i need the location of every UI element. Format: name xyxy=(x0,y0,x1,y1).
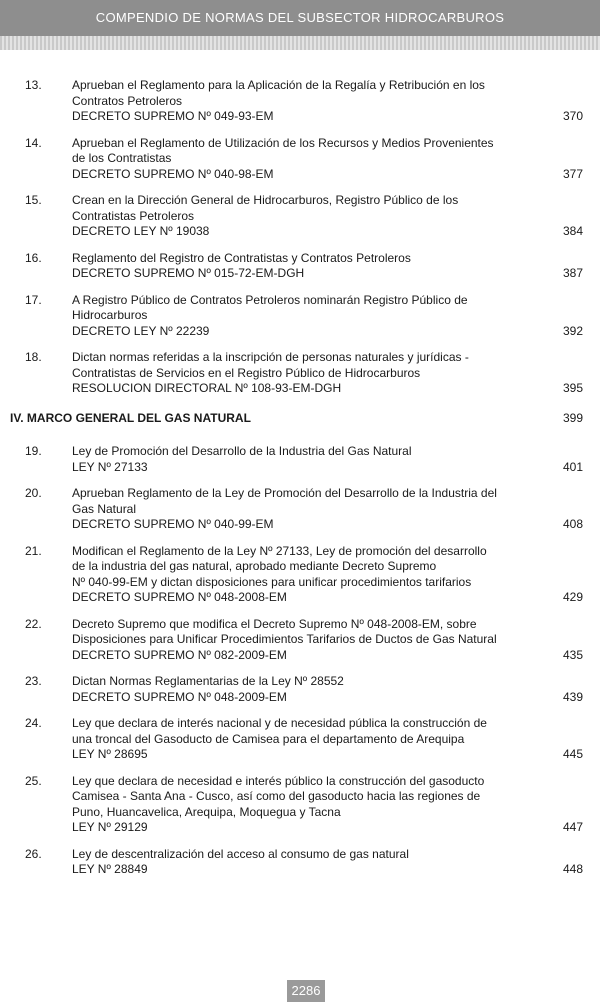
entry-line: Dictan normas referidas a la inscripción de personas naturales y jurídicas - xyxy=(72,350,469,364)
entry-number: 13. xyxy=(25,78,42,92)
entry-number: 25. xyxy=(25,773,42,788)
entry-line: Ley de Promoción del Desarrollo de la Industria del Gas Natural xyxy=(72,444,412,458)
entry-line: Ley que declara de interés nacional y de necesidad pública la construcción de xyxy=(72,716,487,730)
entry-page-number: 387 xyxy=(562,266,583,280)
entry-page-number: 392 xyxy=(562,323,583,338)
section-title: IV. MARCO GENERAL DEL GAS NATURAL xyxy=(10,410,251,425)
toc-entry xyxy=(0,774,600,836)
entry-line: DECRETO SUPREMO Nº 049-93-EM xyxy=(72,109,274,123)
entry-number: 18. xyxy=(25,350,42,364)
toc-entry xyxy=(0,486,600,533)
entry-text xyxy=(72,774,504,836)
toc-entry xyxy=(0,716,600,763)
entry-line: Aprueban Reglamento de la Ley de Promoción del Desarrollo de la Industria del xyxy=(72,486,497,500)
entry-number: 14. xyxy=(25,135,42,150)
header-rule xyxy=(0,36,600,50)
entry-page-number: 370 xyxy=(562,109,583,123)
entry-text xyxy=(72,674,504,705)
entry-line: Gas Natural xyxy=(72,501,137,516)
entry-page-number: 384 xyxy=(562,224,583,238)
entry-line: una troncal del Gasoducto de Camisea para el departamento de Arequipa xyxy=(72,731,465,746)
page-number: 2286 xyxy=(291,983,321,998)
toc-entry xyxy=(0,544,600,606)
entry-page-number: 439 xyxy=(562,689,583,704)
entry-line: LEY Nº 28849 xyxy=(72,862,148,876)
entry-page-number: 448 xyxy=(562,862,583,876)
entry-line: Camisea - Santa Ana - Cusco, así como del gasoducto hacia las regiones de xyxy=(72,789,481,803)
entry-line: DECRETO LEY Nº 19038 xyxy=(72,224,210,238)
entry-line: Modifican el Reglamento de la Ley Nº 27133, Ley de promoción del desarrollo xyxy=(72,543,487,558)
entry-line: Disposiciones para Unificar Procedimientos Tarifarios de Ductos de Gas Natural xyxy=(72,632,497,646)
entry-page-number: 435 xyxy=(562,647,583,662)
entry-line: Hidrocarburos xyxy=(72,308,148,322)
entry-page-number: 401 xyxy=(562,459,583,474)
header-title: COMPENDIO DE NORMAS DEL SUBSECTOR HIDROCARBUROS xyxy=(95,10,505,25)
entry-number: 23. xyxy=(25,674,42,688)
entry-text xyxy=(72,193,504,240)
entry-line: de los Contratistas xyxy=(72,151,172,165)
entry-line: Reglamento del Registro de Contratistas y Contratos Petroleros xyxy=(72,250,411,265)
entry-page-number: 429 xyxy=(562,590,583,604)
entry-number: 24. xyxy=(25,716,42,730)
entry-text xyxy=(72,444,504,475)
entry-line: DECRETO SUPREMO Nº 048-2009-EM xyxy=(72,689,287,704)
toc-entry xyxy=(0,293,600,340)
entry-line: Aprueban el Reglamento para la Aplicación de la Regalía y Retribución en los xyxy=(72,78,485,92)
entry-line: DECRETO SUPREMO Nº 015-72-EM-DGH xyxy=(72,266,305,280)
entry-number: 15. xyxy=(25,193,42,207)
entry-page-number: 395 xyxy=(562,381,583,395)
entry-text xyxy=(72,136,504,183)
entry-line: LEY Nº 29129 xyxy=(72,820,148,834)
entry-number: 20. xyxy=(25,486,42,500)
entry-text xyxy=(72,78,504,125)
entry-text xyxy=(72,293,504,340)
entry-line: Dictan Normas Reglamentarias de la Ley Nº 28552 xyxy=(72,674,344,688)
entry-line: Decreto Supremo que modifica el Decreto Supremo Nº 048-2008-EM, sobre xyxy=(72,616,477,631)
toc-entry xyxy=(0,444,600,475)
toc-entry xyxy=(0,847,600,878)
section-heading xyxy=(0,411,600,427)
entry-line: Contratos Petroleros xyxy=(72,93,183,108)
entry-text xyxy=(72,544,504,606)
section-page-number: 399 xyxy=(562,410,583,425)
entry-page-number: 447 xyxy=(562,820,583,834)
entry-number: 22. xyxy=(25,616,42,631)
entry-line: DECRETO SUPREMO Nº 048-2008-EM xyxy=(72,590,287,604)
entry-number: 21. xyxy=(25,543,42,558)
entry-number: 16. xyxy=(25,250,42,265)
entry-line: LEY Nº 27133 xyxy=(72,459,148,474)
entry-line: Puno, Huancavelica, Arequipa, Moquegua y Tacna xyxy=(72,804,341,819)
entry-line: Nº 040-99-EM y dictan disposiciones para unificar procedimientos tarifarios xyxy=(72,574,472,589)
toc-entry xyxy=(0,617,600,664)
entry-line: DECRETO SUPREMO Nº 040-98-EM xyxy=(72,166,274,181)
toc-group-a xyxy=(0,78,600,397)
entry-line: Ley de descentralización del acceso al consumo de gas natural xyxy=(72,846,409,861)
entry-page-number: 377 xyxy=(562,166,583,181)
entry-line: Contratistas de Servicios en el Registro Público de Hidrocarburos xyxy=(72,365,421,380)
page-number-badge xyxy=(287,980,325,1002)
entry-text xyxy=(72,847,504,878)
toc-entry xyxy=(0,78,600,125)
table-of-contents xyxy=(0,78,600,889)
toc-entry xyxy=(0,251,600,282)
entry-number: 26. xyxy=(25,846,42,861)
entry-text xyxy=(72,617,504,664)
entry-text xyxy=(72,716,504,763)
toc-entry xyxy=(0,193,600,240)
toc-entry xyxy=(0,674,600,705)
toc-entry xyxy=(0,136,600,183)
entry-line: Crean en la Dirección General de Hidrocarburos, Registro Público de los xyxy=(72,193,459,207)
toc-group-b xyxy=(0,444,600,878)
entry-line: DECRETO SUPREMO Nº 082-2009-EM xyxy=(72,647,287,662)
entry-line: de la industria del gas natural, aprobado mediante Decreto Supremo xyxy=(72,559,437,573)
entry-number: 17. xyxy=(25,292,42,307)
toc-entry xyxy=(0,350,600,397)
entry-line: Contratistas Petroleros xyxy=(72,208,195,223)
entry-text xyxy=(72,251,504,282)
entry-line: Aprueban el Reglamento de Utilización de los Recursos y Medios Provenientes xyxy=(72,135,494,150)
entry-text xyxy=(72,486,504,533)
entry-line: DECRETO SUPREMO Nº 040-99-EM xyxy=(72,517,274,531)
entry-line: A Registro Público de Contratos Petroleros nominarán Registro Público de xyxy=(72,292,468,307)
entry-text xyxy=(72,350,504,397)
entry-page-number: 408 xyxy=(562,517,583,531)
entry-line: Ley que declara de necesidad e interés público la construcción del gasoducto xyxy=(72,773,485,788)
entry-line: LEY Nº 28695 xyxy=(72,747,148,761)
entry-page-number: 445 xyxy=(562,747,583,761)
entry-number: 19. xyxy=(25,444,42,458)
entry-line: RESOLUCION DIRECTORAL Nº 108-93-EM-DGH xyxy=(72,381,342,395)
entry-line: DECRETO LEY Nº 22239 xyxy=(72,323,210,338)
running-header xyxy=(0,0,600,36)
